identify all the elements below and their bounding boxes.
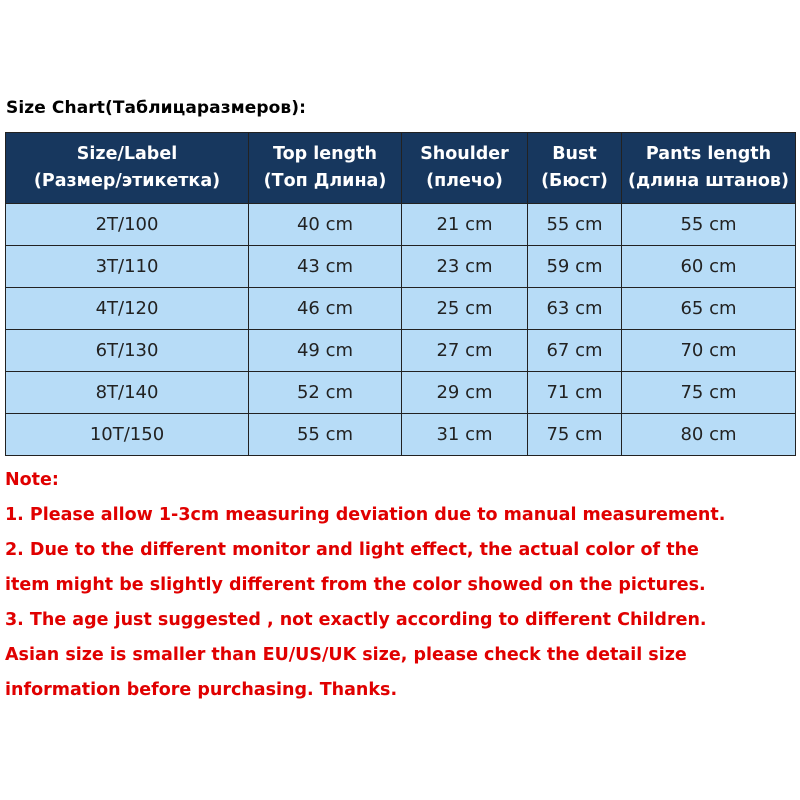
header-text: (длина штанов): [628, 171, 789, 191]
note-line: Asian size is smaller than EU/US/UK size, please check the detail size: [5, 645, 687, 665]
cell-size-label: 4T/120: [6, 288, 249, 330]
header-pants-length: [622, 133, 796, 204]
header-text: (плечо): [426, 171, 503, 191]
cell-bust: 55 cm: [528, 204, 622, 246]
cell-bust: 71 cm: [528, 372, 622, 414]
table-row: [6, 414, 796, 456]
header-top-length: [249, 133, 402, 204]
note-line: 3. The age just suggested , not exactly according to different Children.: [5, 610, 707, 630]
cell-size-label: 6T/130: [6, 330, 249, 372]
cell-top-length: 55 cm: [249, 414, 402, 456]
header-text: Pants length: [645, 144, 772, 164]
note-heading: Note:: [5, 470, 59, 490]
cell-top-length: 46 cm: [249, 288, 402, 330]
size-chart-table: [5, 132, 796, 456]
cell-bust: 63 cm: [528, 288, 622, 330]
table-header-row: [6, 133, 796, 204]
cell-shoulder: 23 cm: [402, 246, 528, 288]
notes-section: [5, 463, 795, 708]
header-text: Top length: [273, 144, 377, 164]
header-text: (Топ Длина): [263, 171, 387, 191]
cell-shoulder: 31 cm: [402, 414, 528, 456]
cell-bust: 59 cm: [528, 246, 622, 288]
note-line: item might be slightly different from the color showed on the pictures.: [5, 575, 706, 595]
cell-size-label: 8T/140: [6, 372, 249, 414]
cell-pants-length: 75 cm: [622, 372, 796, 414]
size-chart-title: Size Chart(Таблицаразмеров):: [6, 98, 307, 118]
cell-shoulder: 25 cm: [402, 288, 528, 330]
cell-shoulder: 21 cm: [402, 204, 528, 246]
cell-top-length: 49 cm: [249, 330, 402, 372]
cell-pants-length: 80 cm: [622, 414, 796, 456]
cell-size-label: 3T/110: [6, 246, 249, 288]
cell-pants-length: 70 cm: [622, 330, 796, 372]
header-text: Shoulder: [420, 144, 509, 164]
cell-top-length: 43 cm: [249, 246, 402, 288]
cell-pants-length: 65 cm: [622, 288, 796, 330]
cell-pants-length: 60 cm: [622, 246, 796, 288]
header-text: Size/Label: [76, 144, 178, 164]
table-row: [6, 330, 796, 372]
header-text: Bust: [552, 144, 597, 164]
table-row: [6, 246, 796, 288]
cell-pants-length: 55 cm: [622, 204, 796, 246]
header-text: (Бюст): [541, 171, 608, 191]
note-line: 2. Due to the different monitor and light effect, the actual color of the: [5, 540, 699, 560]
header-size-label: [6, 133, 249, 204]
note-line: information before purchasing. Thanks.: [5, 680, 398, 700]
cell-top-length: 52 cm: [249, 372, 402, 414]
header-bust: [528, 133, 622, 204]
header-text: (Размер/этикетка): [33, 171, 221, 191]
header-shoulder: [402, 133, 528, 204]
cell-shoulder: 27 cm: [402, 330, 528, 372]
cell-top-length: 40 cm: [249, 204, 402, 246]
cell-bust: 75 cm: [528, 414, 622, 456]
table-row: [6, 288, 796, 330]
table-row: [6, 204, 796, 246]
cell-size-label: 10T/150: [6, 414, 249, 456]
cell-shoulder: 29 cm: [402, 372, 528, 414]
cell-bust: 67 cm: [528, 330, 622, 372]
table-row: [6, 372, 796, 414]
note-line: 1. Please allow 1-3cm measuring deviation due to manual measurement.: [5, 505, 726, 525]
cell-size-label: 2T/100: [6, 204, 249, 246]
